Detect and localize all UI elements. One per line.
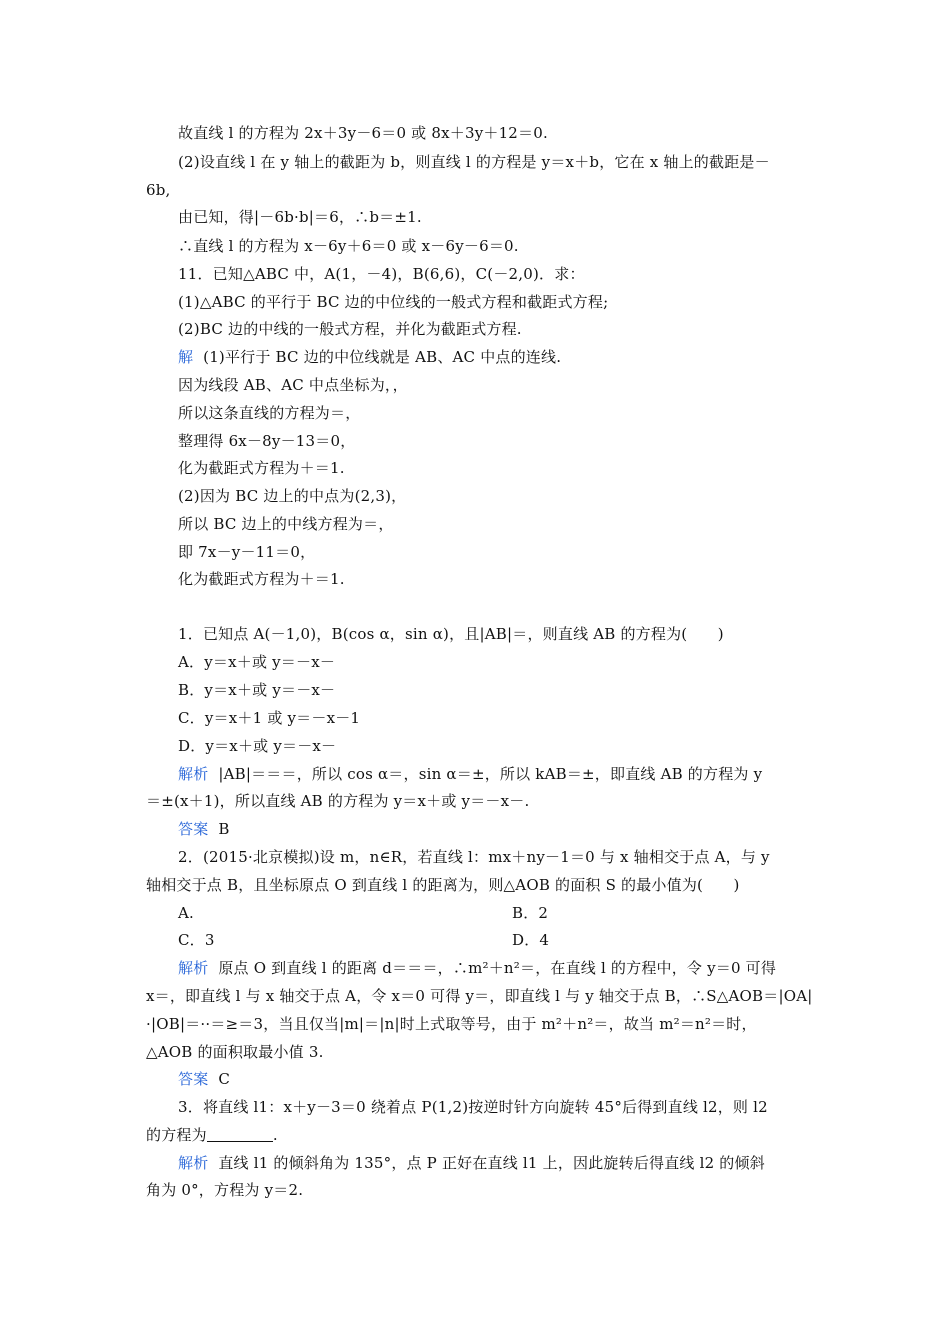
analysis-text: 原点 O 到直线 l 的距离 d＝＝＝，∴m²＋n²＝，在直线 l 的方程中，令 y＝0 可得 xyxy=(208,959,777,977)
text-line: (2)BC 边的中线的一般式方程，并化为截距式方程. xyxy=(178,320,522,338)
solution-label: 解 xyxy=(178,348,194,366)
choice-c: C．y＝x＋1 或 y＝－x－1 xyxy=(178,709,361,727)
answer-line xyxy=(178,819,230,839)
answer-line xyxy=(178,1069,230,1089)
text-line: x＝，即直线 l 与 x 轴交于点 A，令 x＝0 可得 y＝，即直线 l 与 y 轴交于点 B，∴S△AOB＝|OA| xyxy=(146,987,813,1005)
analysis-line xyxy=(178,1153,765,1173)
text-line: 所以这条直线的方程为＝， xyxy=(178,404,361,422)
text-line: △AOB 的面积取最小值 3. xyxy=(146,1043,324,1061)
choice-c: C．3 xyxy=(178,931,215,949)
fill-in-suffix: . xyxy=(272,1126,278,1144)
fill-in-line xyxy=(146,1125,278,1145)
text-line: 化为截距式方程为＋＝1. xyxy=(178,459,345,477)
text-line: ∴直线 l 的方程为 x－6y＋6＝0 或 x－6y－6＝0. xyxy=(178,237,519,255)
choice-b: B．2 xyxy=(512,904,549,922)
analysis-label: 解析 xyxy=(178,765,209,783)
answer-blank xyxy=(207,1127,273,1142)
text-line: 6b, xyxy=(146,181,171,199)
text-line: 所以 BC 边上的中线方程为＝， xyxy=(178,515,394,533)
text-line: 即 7x－y－11＝0， xyxy=(178,543,316,561)
analysis-label: 解析 xyxy=(178,1154,209,1172)
analysis-line xyxy=(178,958,776,978)
analysis-label: 解析 xyxy=(178,959,209,977)
text-line: 角为 0°，方程为 y＝2. xyxy=(146,1181,304,1199)
text-line: ·|OB|＝··＝≥＝3，当且仅当|m|＝|n|时上式取等号，由于 m²＋n²＝，故当 m²＝n²＝时， xyxy=(146,1015,757,1033)
choice-d: D．4 xyxy=(512,931,550,949)
problem-heading: 3．将直线 l1：x＋y－3＝0 绕着点 P(1,2)按逆时针方向旋转 45°后得到直线 l2，则 l2 xyxy=(178,1098,768,1116)
text-line: 故直线 l 的方程为 2x＋3y－6＝0 或 8x＋3y＋12＝0. xyxy=(178,124,548,142)
choice-a: A. xyxy=(178,904,195,922)
answer-text: C xyxy=(208,1070,231,1088)
answer-label: 答案 xyxy=(178,820,209,838)
choice-d: D．y＝x＋或 y＝－x－ xyxy=(178,737,337,755)
fill-in-prefix: 的方程为 xyxy=(146,1126,207,1144)
choice-a: A．y＝x＋或 y＝－x－ xyxy=(178,653,336,671)
text-line: 因为线段 AB、AC 中点坐标为，， xyxy=(178,376,408,394)
text-line: 整理得 6x－8y－13＝0， xyxy=(178,432,356,450)
analysis-text: 直线 l1 的倾斜角为 135°，点 P 正好在直线 l1 上，因此旋转后得直线 l2 的倾斜 xyxy=(208,1154,765,1172)
solution-line xyxy=(178,347,561,367)
text-line: 由已知，得|－6b·b|＝6，∴b＝±1. xyxy=(178,208,422,226)
text-line: (2)设直线 l 在 y 轴上的截距为 b，则直线 l 的方程是 y＝x＋b，它在 x 轴上的截距是－ xyxy=(178,153,770,171)
choice-b: B．y＝x＋或 y＝－x－ xyxy=(178,681,336,699)
text-line: (2)因为 BC 边上的中点为(2,3)， xyxy=(178,487,407,505)
text-line: ＝±(x＋1)，所以直线 AB 的方程为 y＝x＋或 y＝－x－. xyxy=(146,792,530,810)
analysis-line xyxy=(178,764,762,784)
solution-text: (1)平行于 BC 边的中位线就是 AB、AC 中点的连线. xyxy=(193,348,562,366)
text-line: 化为截距式方程为＋＝1. xyxy=(178,570,345,588)
answer-label: 答案 xyxy=(178,1070,209,1088)
problem-heading: 2．(2015·北京模拟)设 m，n∈R，若直线 l：mx＋ny－1＝0 与 x 轴相交于点 A，与 y xyxy=(178,848,770,866)
answer-text: B xyxy=(208,820,230,838)
text-line: (1)△ABC 的平行于 BC 边的中位线的一般式方程和截距式方程; xyxy=(178,293,609,311)
analysis-text: |AB|＝＝＝，所以 cos α＝，sin α＝±，所以 kAB＝±，即直线 AB 的方程为 y xyxy=(208,765,763,783)
text-line: 轴相交于点 B，且坐标原点 O 到直线 l 的距离为，则△AOB 的面积 S 的最小值为( ) xyxy=(146,876,740,894)
problem-heading: 1．已知点 A(－1,0)，B(cos α，sin α)，且|AB|＝，则直线 AB 的方程为( ) xyxy=(178,625,724,643)
problem-heading: 11．已知△ABC 中，A(1，－4)，B(6,6)，C(－2,0)．求： xyxy=(178,265,585,283)
